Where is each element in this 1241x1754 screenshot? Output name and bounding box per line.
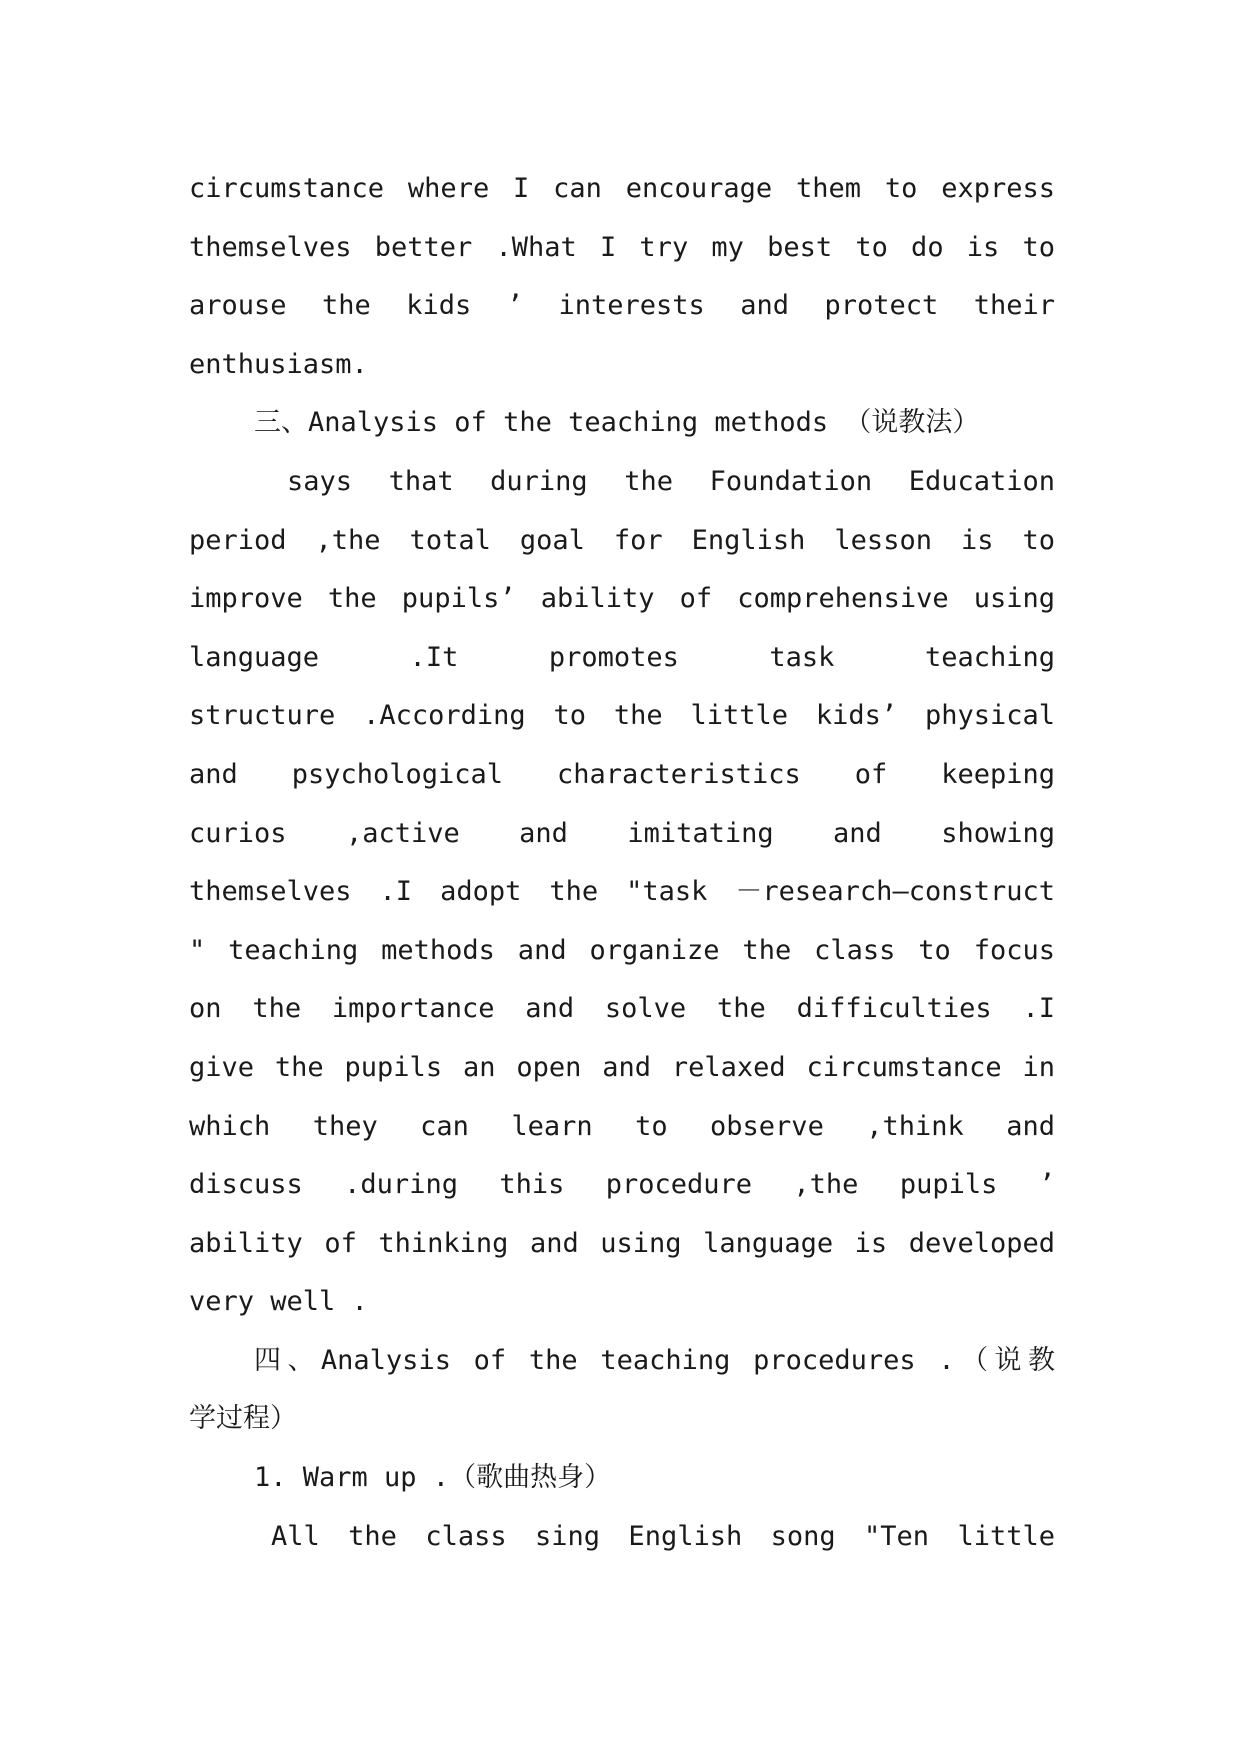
text-line: says that during the Foundation Education (287, 465, 1055, 497)
section-heading-methods: 三、Analysis of the teaching methods （说教法） (254, 407, 980, 439)
text-line: enthusiasm. (189, 348, 368, 380)
text-line: All the class sing English song "Ten little (271, 1520, 1055, 1552)
text-line: curios ,active and imitating and showing (189, 817, 1055, 849)
text-line: very well . (189, 1286, 368, 1318)
text-line: themselves better .What I try my best to do is to (189, 231, 1055, 263)
text-line: on the importance and solve the difficulties .I (189, 993, 1055, 1025)
body-text (189, 160, 1055, 1566)
section-heading-procedures: 四、Analysis of the teaching procedures .（说教 (254, 1344, 1055, 1376)
text-line: give the pupils an open and relaxed circumstance in (189, 1051, 1055, 1083)
text-line: themselves .I adopt the "task －research—construct (189, 876, 1055, 908)
text-line: improve the pupils’ ability of comprehensive using (189, 583, 1055, 615)
text-line: discuss .during this procedure ,the pupils ’ (189, 1169, 1055, 1201)
text-line: circumstance where I can encourage them to express (189, 173, 1055, 204)
text-line: language .It promotes task teaching (189, 641, 1055, 673)
text-line: " teaching methods and organize the class to focus (189, 934, 1055, 966)
text-line: 学过程） (189, 1403, 297, 1435)
text-line: structure .According to the little kids’ physical (189, 700, 1055, 732)
text-line: and psychological characteristics of keeping (189, 758, 1055, 790)
text-line: period ,the total goal for English lesson is to (189, 524, 1055, 556)
text-line: which they can learn to observe ,think and (189, 1110, 1055, 1142)
subsection-heading-warm-up: 1. Warm up .（歌曲热身） (254, 1462, 612, 1494)
text-line: ability of thinking and using language is developed (189, 1227, 1055, 1259)
text-line: arouse the kids ’ interests and protect their (189, 290, 1055, 322)
